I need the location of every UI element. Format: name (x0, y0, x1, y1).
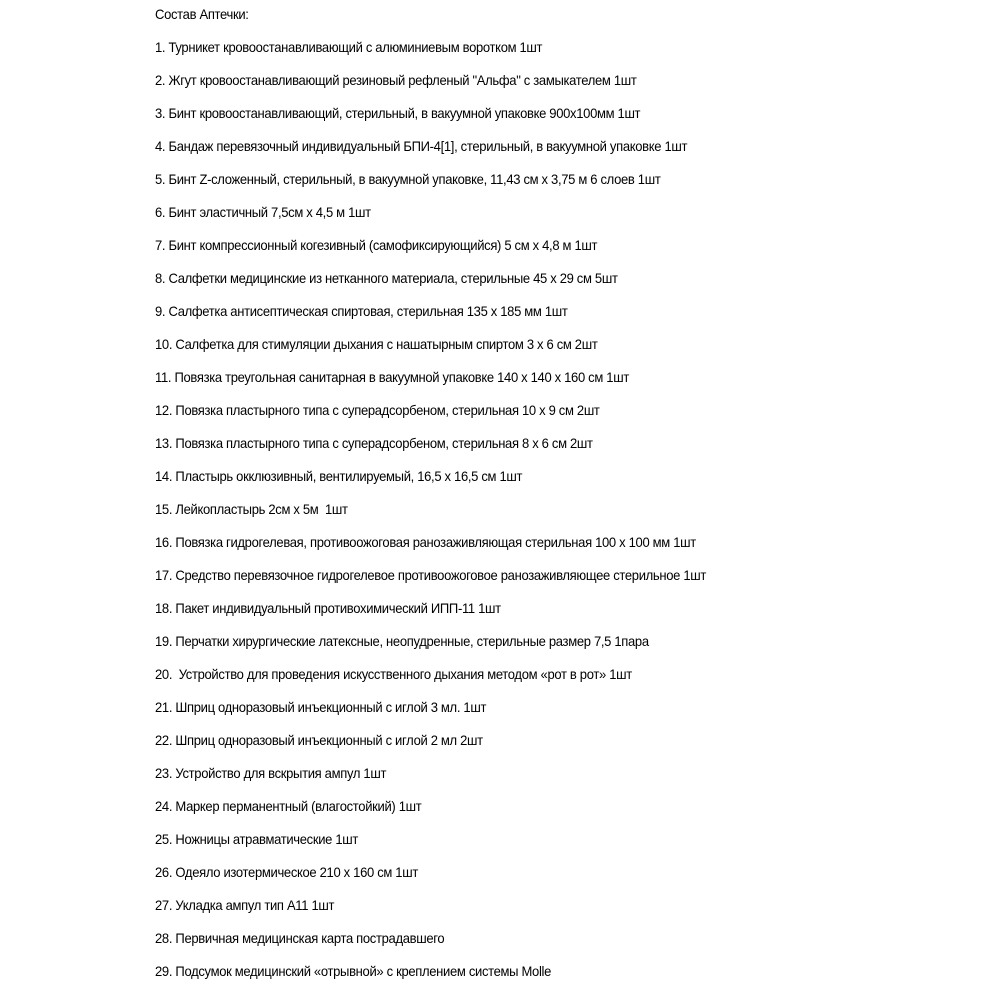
list-item: 28. Первичная медицинская карта пострадавшего (155, 930, 445, 946)
document-title: Состав Аптечки: (155, 6, 249, 22)
list-item: 20. Устройство для проведения искусственного дыхания методом «рот в рот» 1шт (155, 666, 632, 682)
list-item: 7. Бинт компрессионный когезивный (самофиксирующийся) 5 см х 4,8 м 1шт (155, 237, 598, 253)
list-item: 12. Повязка пластырного типа с суперадсорбеном, стерильная 10 х 9 см 2шт (155, 402, 600, 418)
list-item: 6. Бинт эластичный 7,5см х 4,5 м 1шт (155, 204, 371, 220)
list-item: 9. Салфетка антисептическая спиртовая, стерильная 135 х 185 мм 1шт (155, 303, 568, 319)
list-item: 2. Жгут кровоостанавливающий резиновый рефленый "Альфа" с замыкателем 1шт (155, 72, 637, 88)
list-item: 29. Подсумок медицинский «отрывной» с креплением системы Molle (155, 963, 551, 979)
list-item: 13. Повязка пластырного типа с суперадсорбеном, стерильная 8 х 6 см 2шт (155, 435, 593, 451)
list-item: 18. Пакет индивидуальный противохимический ИПП-11 1шт (155, 600, 501, 616)
list-item: 26. Одеяло изотермическое 210 х 160 см 1шт (155, 864, 418, 880)
list-item: 11. Повязка треугольная санитарная в вакуумной упаковке 140 х 140 х 160 см 1шт (155, 369, 629, 385)
list-item: 1. Турникет кровоостанавливающий с алюминиевым воротком 1шт (155, 39, 543, 55)
list-item: 19. Перчатки хирургические латексные, неопудренные, стерильные размер 7,5 1пара (155, 633, 649, 649)
list-item: 15. Лейкопластырь 2см х 5м 1шт (155, 501, 348, 517)
list-item: 25. Ножницы атравматические 1шт (155, 831, 359, 847)
list-item: 10. Салфетка для стимуляции дыхания с нашатырным спиртом 3 х 6 см 2шт (155, 336, 598, 352)
list-item: 3. Бинт кровоостанавливающий, стерильный, в вакуумной упаковке 900х100мм 1шт (155, 105, 641, 121)
list-item: 27. Укладка ампул тип А11 1шт (155, 897, 335, 913)
list-item: 8. Салфетки медицинские из нетканного материала, стерильные 45 х 29 см 5шт (155, 270, 618, 286)
list-item: 22. Шприц одноразовый инъекционный с иглой 2 мл 2шт (155, 732, 483, 748)
list-item: 4. Бандаж перевязочный индивидуальный БПИ-4[1], стерильный, в вакуумной упаковке 1шт (155, 138, 688, 154)
list-item: 14. Пластырь окклюзивный, вентилируемый, 16,5 х 16,5 см 1шт (155, 468, 523, 484)
list-item: 17. Средство перевязочное гидрогелевое противоожоговое ранозаживляющее стерильное 1шт (155, 567, 707, 583)
list-item: 5. Бинт Z-сложенный, стерильный, в вакуумной упаковке, 11,43 см х 3,75 м 6 слоев 1шт (155, 171, 661, 187)
list-item: 24. Маркер перманентный (влагостойкий) 1шт (155, 798, 422, 814)
kit-items-list (155, 38, 936, 995)
list-item: 21. Шприц одноразовый инъекционный с иглой 3 мл. 1шт (155, 699, 487, 715)
list-item: 23. Устройство для вскрытия ампул 1шт (155, 765, 387, 781)
list-item: 16. Повязка гидрогелевая, противоожоговая ранозаживляющая стерильная 100 х 100 мм 1шт (155, 534, 696, 550)
first-aid-kit-document (155, 5, 936, 995)
